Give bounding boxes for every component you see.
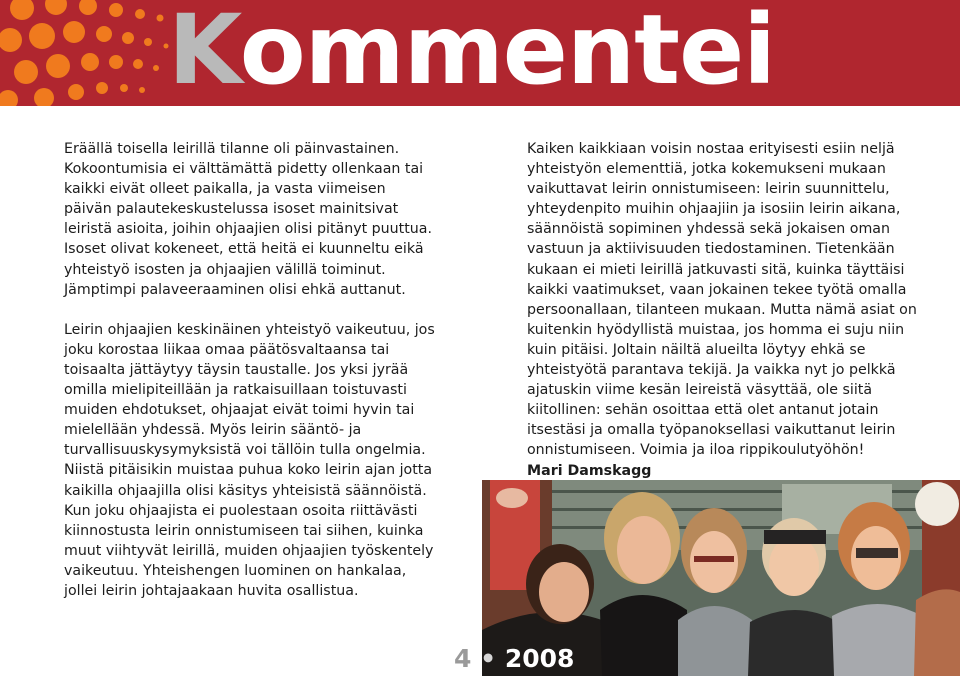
right-paragraph: Kaiken kaikkiaan voisin nostaa erityisesti esiin neljä yhteistyön elementtiä, jotka kokemukseni mukaan vaikuttavat leirin onnistumiseen: leirin suunnittelu, yhteydenpito muihin ohjaajiin ja isosiin leirin aikana, säännöistä sopiminen yhdessä sekä jokaisen oman vastuun ja aktiivisuuden tiedostaminen. Tietenkään kukaan ei mieti leirillä jatkuvasti sitä, kuinka täyttäisi kaikki vaatimukset, vaan jokainen tekee työtä omalla persoonallaan, tilanteen mukaan. Mutta nämä asiat on kuitenkin hyödyllistä muistaa, jos homma ei suju niin kuin pitäisi. Joltain näiltä alueilta löytyy ehkä se yhteistyötä parantava tekijä. Ja vaikka nyt jo pelkkä ajatuskin viime kesän leireistä väsyttää, ole siitä kiitollinen: sehän osoittaa että olet antanut jotain itsestäsi ja omalla työpanoksellasi vaikuttanut leirin onnistumiseen. Voimia ja iloa rippikoulutyöhön! <box>527 141 917 459</box>
decorative-dot-pattern <box>0 0 190 106</box>
title-initial: K <box>168 0 240 106</box>
page-number: 4 <box>454 644 472 673</box>
left-paragraph-2: Leirin ohjaajien keskinäinen yhteistyö vaikeutuu, jos joku korostaa liikaa omaa päätösvaltaansa tai toisaalta jättäytyy täysin taustalle. Jos yksi jyrää omilla mielipiteillään ja ratkaisuillaan toistuvasti muiden ehdotukset, ohjaajat eivät toimi hyvin tai mielellään yhdessä. Myös leirin sääntö- ja turvallisuuskysymyksistä voi tällöin tulla ongelmia. Niistä pitäisikin muistaa puhua koko leirin ajan jotta kaikilla ohjaajilla olisi käsitys yhteisistä säännöistä. Kun joku ohjaajista ei puolestaan osoita riittävästi kiinnostusta leirin onnistumiseen tai siihen, kuinka muut viihtyvät leirillä, muiden ohjaajien työskentely vaikeutuu. Yhteishengen luominen on hankalaa, jollei leirin johtajaakaan huvita osallistua. <box>64 321 435 599</box>
page-title <box>168 0 775 106</box>
header-banner <box>0 0 960 106</box>
footer-separator: • <box>480 644 497 673</box>
author-signature: Mari Damskagg <box>527 462 652 479</box>
title-rest: ommentei <box>239 0 776 106</box>
left-column <box>64 139 436 621</box>
issue-year: 2008 <box>504 644 575 673</box>
right-column <box>527 139 927 481</box>
page-footer <box>454 644 574 674</box>
left-paragraph-1: Eräällä toisella leirillä tilanne oli päinvastainen. Kokoontumisia ei välttämättä pidetty ollenkaan tai kaikki eivät olleet paikalla, ja vasta viimeisen päivän palautekeskustelussa isoset mainitsivat leiristä asioita, joihin ohjaajien olisi pitänyt puuttua. Isoset olivat kokeneet, että heitä ei kuunneltu eikä yhteistyö isosten ja ohjaajien välillä toiminut. Jämptimpi palaveeraaminen olisi ehkä auttanut. <box>64 141 432 298</box>
